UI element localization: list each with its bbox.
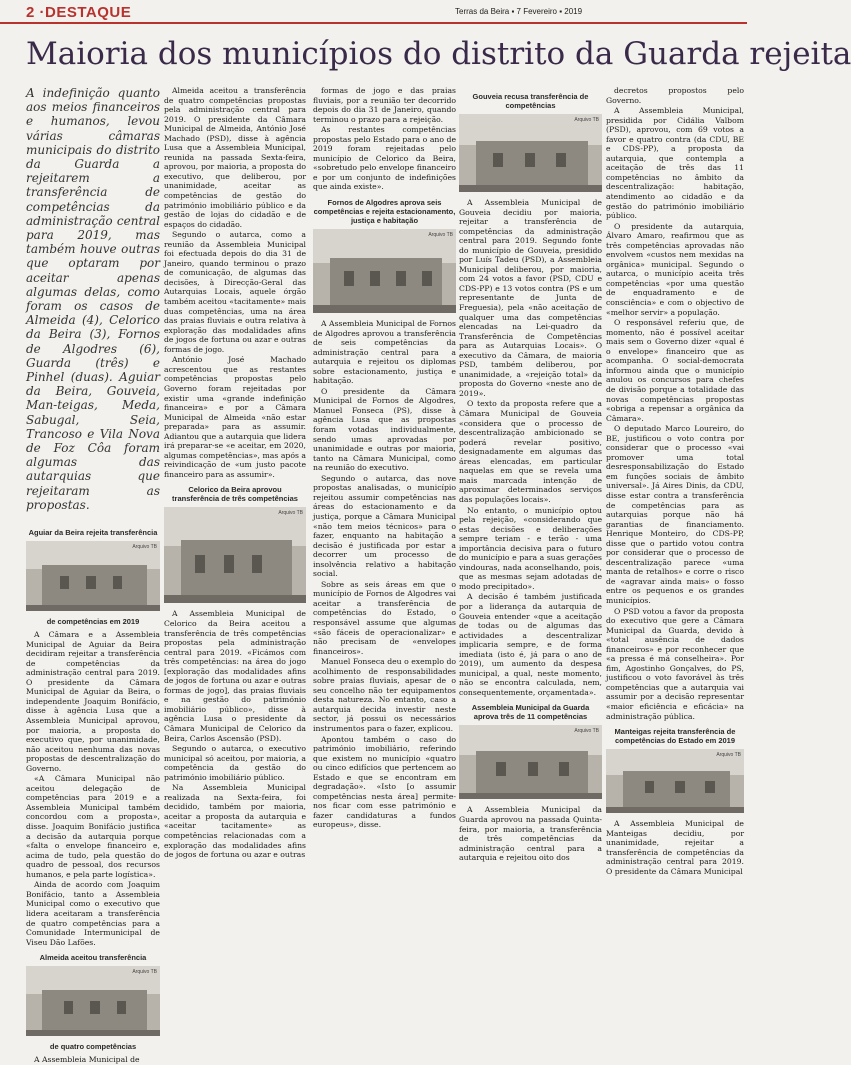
photo-window	[64, 1001, 73, 1014]
lead-paragraph: A indefinição quanto aos meios financeiros e humanos, levou várias câmaras municipais do distrito da Guarda a rejeitarem a transferência de competências da administração central para 2019, mas também houve outras que optaram por aceitar apenas algumas delas, como foram os casos de Almeida (4), Celorico da Beira (3), Fornos de Algodres (6), Guarda (três) e Pinhel (duas). Aguiar da Beira, Gouveia, Man-teigas, Meda, Sabugal, Seia, Trancoso e Vila Nova de Foz Côa foram algumas das autarquias que rejeitaram as propostas.	[26, 86, 160, 512]
photo-window	[117, 1001, 126, 1014]
article-paragraph: Ainda de acordo com Joaquim Bonifácio, tanto a Assembleia Municipal como o executivo que lidera aceitaram a transferência de quatro competências para a Comunidade Intermunicipal de Viseu Dão Lafões.	[26, 880, 160, 947]
photo-ground	[164, 595, 306, 604]
gouveia-photo	[459, 114, 602, 192]
photo-credit: Arquivo TB	[574, 117, 599, 123]
article-paragraph: «A Câmara Municipal não aceitou delegação de competências para 2019 e a Assembleia Municipal também concordou com a proposta», disse. Joaquim Bonifácio justifica a decisão da autarquia porque «falta o envelope financeiro e, acima de tudo, pela questão do quadro de pessoal, dos recursos humanos, e pela parte logística».	[26, 774, 160, 879]
almeida-box-subtitle: de quatro competências	[49, 1042, 137, 1052]
photo-ground	[313, 305, 456, 313]
article-paragraph: A Câmara e a Assembleia Municipal de Aguiar da Beira decidiram rejeitar a transferência de competências da administração central para 2019. O presidente da Câmara Municipal de Aguiar da Beira, o independente Joaquim Bonifácio, disse à agência Lusa que a Assembleia Municipal aprovou, por maioria, a proposta do executivo que, por unanimidade, não aceitou nenhuma das novas propostas de descentralização do Governo.	[26, 630, 160, 773]
photo-window	[370, 271, 380, 286]
article-paragraph: Manuel Fonseca deu o exemplo do acolhimento de responsabilidades sobre praias fluviais, apesar de o seu concelho não ter equipamentos desta natureza. No entanto, caso a autarquia decida investir neste sector, já possui os necessários instrumentos para o fazer, explicou.	[313, 657, 456, 733]
article-paragraph: A decisão é também justificada por a liderança da autarquia de Gouveia entender «que a aceitação de todas ou de algumas das actividades a descentralizar implicaria sempre, e de forma imediata (isto é, já para o ano de 2019), um aumento da despesa municipal, a qual, neste momento, não se encontra calculada, nem, consequentemente, orçamentada».	[459, 592, 602, 697]
manteigas-photo	[606, 749, 744, 813]
article-paragraph: No entanto, o município optou pela rejeição, «considerando que estas decisões e deliberações sempre teriam - e terão - uma importância decisiva para o futuro do município e para a suas gerações vindouras, nada aconselhando, pois, que as mesmas sejam adotadas de modo precipitado».	[459, 505, 602, 591]
photo-window	[396, 271, 406, 286]
photo-ground	[459, 185, 602, 192]
photo-window	[252, 555, 262, 572]
photo-credit: Arquivo TB	[574, 728, 599, 735]
article-paragraph: Apontou também o caso do património imobiliário, referindo que existem no município «quatro ou cinco edifícios que pertencem ao Estado e que se encontram em degradação». «Isto [o assumir competências nesta área] permite-nos ficar com esse património e fazer candidaturas a fundos europeus», disse.	[313, 734, 456, 830]
photo-window	[559, 762, 569, 775]
almeida-box-title: Almeida aceitou transferência	[39, 953, 147, 963]
photo-window	[86, 576, 95, 589]
column-3	[313, 86, 456, 1026]
article-paragraph: A Assembleia Municipal de Gouveia decidiu por maioria, rejeitar a transferência de competências da administração central para 2019. Segundo fonte do município de Gouveia, presidido por Luís Tadeu (PSD), a Assembleia Municipal deliberou, por maioria, com 24 votos a favor (PSD, CDU e CDS-PP) e 13 votos contra (PS e um representante de Junta de Freguesia), pela «não aceitação de qualquer uma das competências elencadas na Lei-quadro da Transferência de Competências para as Autarquias Locais». O executivo da Câmara, de maioria PSD, também deliberou, por unanimidade, a «rejeição total» da proposta do Governo «neste ano de 2019».	[459, 198, 602, 398]
column-1	[26, 86, 160, 1065]
photo-credit: Arquivo TB	[428, 232, 453, 239]
photo-window	[422, 271, 432, 286]
photo-ground	[26, 1030, 160, 1036]
article-paragraph: Almeida aceitou a transferência de quatro competências propostas pela administração central para 2019. O presidente da Câmara Municipal de Almeida, António José Machado (PSD), disse à agência Lusa que a Assembleia Municipal, reunida na passada Sexta-feira, aprovou, por maioria, a proposta do executivo, que deliberou, por unanimidade, aceitar as competências de gestão do património imobiliário público e da gestão de lojas do cidadão e de espaços do cidadão.	[164, 86, 306, 229]
article-paragraph: O presidente da autarquia, Álvaro Amaro, reafirmou que as três competências aprovadas não envolvem «custos nem mexidas na orgânica» municipal. Segundo o autarca, o município aceita três competências «por uma questão de enquadramento e de consciência» e com o objectivo de «melhor servir» a população.	[606, 221, 744, 317]
photo-ground	[459, 793, 602, 800]
article-paragraph: O PSD votou a favor da proposta do executivo que gere a Câmara Municipal da Guarda, devido à «total ausência de dados financeiros» e por reconhecer que «a pressa é má conselheira». Por fim, Agostinho Gonçalves, do PS, justificou o voto favorável às três competências que a autarquia vai assumir por a decisão representar «maior eficiência e eficácia» na administração pública.	[606, 606, 744, 721]
column-2	[164, 86, 306, 1026]
photo-window	[528, 762, 538, 775]
article-paragraph: Segundo o autarca, das nove propostas analisadas, o município rejeitou assumir competências nas áreas do estacionamento e da justiça, porque a Câmara Municipal «não tem meios técnicos» para o fazer, enquanto na habitação a decisão é justificada por estar a decorrer um processo de insolvência relativo a habitação social.	[313, 473, 456, 579]
article-paragraph: António José Machado acrescentou que as restantes competências propostas pelo Governo foram rejeitadas por existir uma «grande indefinição financeira» e por a Câmara Municipal de Almeida «não estar preparada» para as assumir. Adiantou que a autarquia que lidera irá preparar-se «e aceitar, em 2020, algumas competências», mas após a reivindicação de «um justo pacote financeiro para as assumir».	[164, 355, 306, 479]
photo-window	[90, 1001, 99, 1014]
article-paragraph: Na Assembleia Municipal realizada na Sexta-feira, foi decidido, também por maioria, aceitar a proposta da autarquia e «aceitar tacitamente» as competências relacionadas com a exploração das modalidades afins de jogos de fortuna ou azar e outras	[164, 783, 306, 860]
photo-window	[705, 781, 715, 793]
article-paragraph: A Assembleia Municipal de	[34, 1055, 140, 1065]
guarda-box-title: Assembleia Municipal da Guarda aprova três de 11 competências	[471, 703, 590, 722]
gouveia-box-title: Gouveia recusa transferência de competências	[472, 92, 589, 110]
article-paragraph: decretos propostos pelo Governo.	[606, 86, 744, 105]
fornos-photo	[313, 229, 456, 313]
section-label: 2 ·DESTAQUE	[26, 4, 132, 21]
article-paragraph: Segundo o autarca, o executivo municipal só aceitou, por maioria, a competência da gestão do património imobiliário público.	[164, 744, 306, 782]
article-paragraph: A Assembleia Municipal da Guarda aprovou na passada Quinta-feira, por maioria, a transferência de três competências da administração central para a autarquia e rejeitou oito dos	[459, 805, 602, 863]
celorico-photo	[164, 507, 306, 603]
photo-credit: Arquivo TB	[132, 969, 157, 976]
issue-info: Terras da Beira ▪ 7 Fevereiro ▪ 2019	[455, 7, 583, 16]
photo-credit: Arquivo TB	[716, 752, 741, 759]
photo-window	[60, 576, 69, 589]
article-paragraph: A Assembleia Municipal de Manteigas decidiu, por unanimidade, rejeitar a transferência de competências da administração central para 2019. O presidente da Câmara Municipal	[606, 819, 744, 876]
article-paragraph: A Assembleia Municipal, presidida por Cidália Valbom (PSD), aprovou, com 69 votos a favor e quatro contra (da CDU, BE e CDS-PP), a proposta da autarquia, que contempla a aceitação de três das 11 competências no âmbito da descentralização: habitação, atendimento ao cidadão e da gestão do património imobiliário público.	[606, 106, 744, 221]
headline: Maioria dos municípios do distrito da Guarda rejeita	[26, 36, 851, 72]
photo-ground	[26, 605, 160, 611]
article-paragraph: Sobre as seis áreas em que o município de Fornos de Algodres vai aceitar a transferência de competências do Estado, o responsável assume que algumas «são fáceis de operacionalizar» e não precisam de «envelopes financeiros».	[313, 579, 456, 656]
photo-window	[493, 153, 503, 167]
photo-window	[113, 576, 122, 589]
photo-credit: Arquivo TB	[132, 544, 157, 551]
article-paragraph: Segundo o autarca, como a reunião da Assembleia Municipal foi efectuada depois do dia 31 de Janeiro, quando terminou o prazo de comunicação, de algumas das decisões, à Direcção-Geral das Autarquias Locais, aquele órgão também aceitou «tacitamente» mais duas competências, uma na área das praias fluviais e outra relativa à exploração das modalidades afins de jogos de fortuna ou azar e outras formas de jogo.	[164, 230, 306, 354]
photo-window	[556, 153, 566, 167]
aguiar-photo	[26, 541, 160, 611]
guarda-photo	[459, 725, 602, 799]
photo-window	[645, 781, 655, 793]
almeida-photo	[26, 966, 160, 1036]
photo-ground	[606, 807, 744, 813]
article-paragraph: A Assembleia Municipal de Fornos de Algodres aprovou a transferência de seis competências da administração central para a autarquia e rejeitou os diplomas sobre estacionamento, justiça e habitação.	[313, 319, 456, 386]
article-paragraph: As restantes competências propostas pelo Estado para o ano de 2019 foram rejeitadas pelo município de Celorico da Beira, «sobretudo pelo envelope financeiro e por um conjunto de indefinições que ainda existe».	[313, 125, 456, 192]
photo-window	[525, 153, 535, 167]
column-5	[606, 86, 744, 1026]
photo-window	[195, 555, 205, 572]
fornos-box-title: Fornos de Algodres aprova seis competências e rejeita estacionamento, justiça e habitação	[313, 198, 456, 226]
photo-window	[496, 762, 506, 775]
article-paragraph: formas de jogo e das praias fluviais, por a reunião ter decorrido depois do dia 31 de Janeiro, quando terminou o prazo para a rejeição.	[313, 86, 456, 124]
celorico-box-title: Celorico da Beira aprovou transferência de três competências	[172, 485, 298, 504]
article-paragraph: O texto da proposta refere que a Câmara Municipal de Gouveia «considera que o processo de descentralização ambicionado se poderá revelar positivo, designadamente em algumas das áreas elencadas, em particular naquelas em que se revela uma mais marcada intenção de aproximar determinados serviços das populações locais».	[459, 399, 602, 504]
aguiar-box-subtitle: de competências em 2019	[46, 617, 140, 627]
column-4	[459, 86, 602, 1026]
photo-window	[675, 781, 685, 793]
page-header	[0, 0, 747, 24]
article-paragraph: O responsável referiu que, de momento, não é possível aceitar mais sem o Governo dizer «qual é o envelope» financeiro que as acompanha. O social-democrata informou ainda que o município anulou os concursos para chefes de divisão porque a totalidade das novas competências propostas «obriga a repensar a orgânica da Câmara».	[606, 318, 744, 423]
manteigas-box-title: Manteigas rejeita transferência de competências do Estado em 2019	[614, 727, 736, 746]
article-paragraph: A Assembleia Municipal de Celorico da Beira aceitou a transferência de três competências propostas pela administração central para 2019. «Ficámos com três competências: na área do jogo [exploração das modalidades afins de jogos de fortuna ou azar e outras formas de jogo], das praias fluviais e na gestão do património imobiliário público», disse à agência Lusa o presidente da Câmara Municipal de Celorico da Beira, Carlos Ascensão (PSD).	[164, 609, 306, 743]
article-paragraph: O deputado Marco Loureiro, do BE, justificou o voto contra por considerar que o processo «vai promover uma total desresponsabilização do Estado em funções sociais de âmbito universal». Já Aires Dinis, da CDU, disse estar contra a transferência de competências para as autarquias porque não há garantias de financiamento. Henrique Monteiro, do CDS-PP, disse que o partido votou contra por considerar que o processo de descentralização parece «uma manta de retalhos» e corre o risco de «agravar ainda mais» o fosso entre os pequenos e os grandes municípios.	[606, 424, 744, 605]
photo-window	[224, 555, 234, 572]
photo-credit: Arquivo TB	[278, 510, 303, 517]
photo-window	[344, 271, 354, 286]
article-paragraph: O presidente da Câmara Municipal de Fornos de Algodres, Manuel Fonseca (PS), disse à agência Lusa que as propostas foram votadas individualmente, sendo umas aprovadas por unanimidade e outras por maioria, tanto na Câmara Municipal, como na reunião do executivo.	[313, 386, 456, 473]
aguiar-box-title: Aguiar da Beira rejeita transferência	[28, 528, 158, 538]
